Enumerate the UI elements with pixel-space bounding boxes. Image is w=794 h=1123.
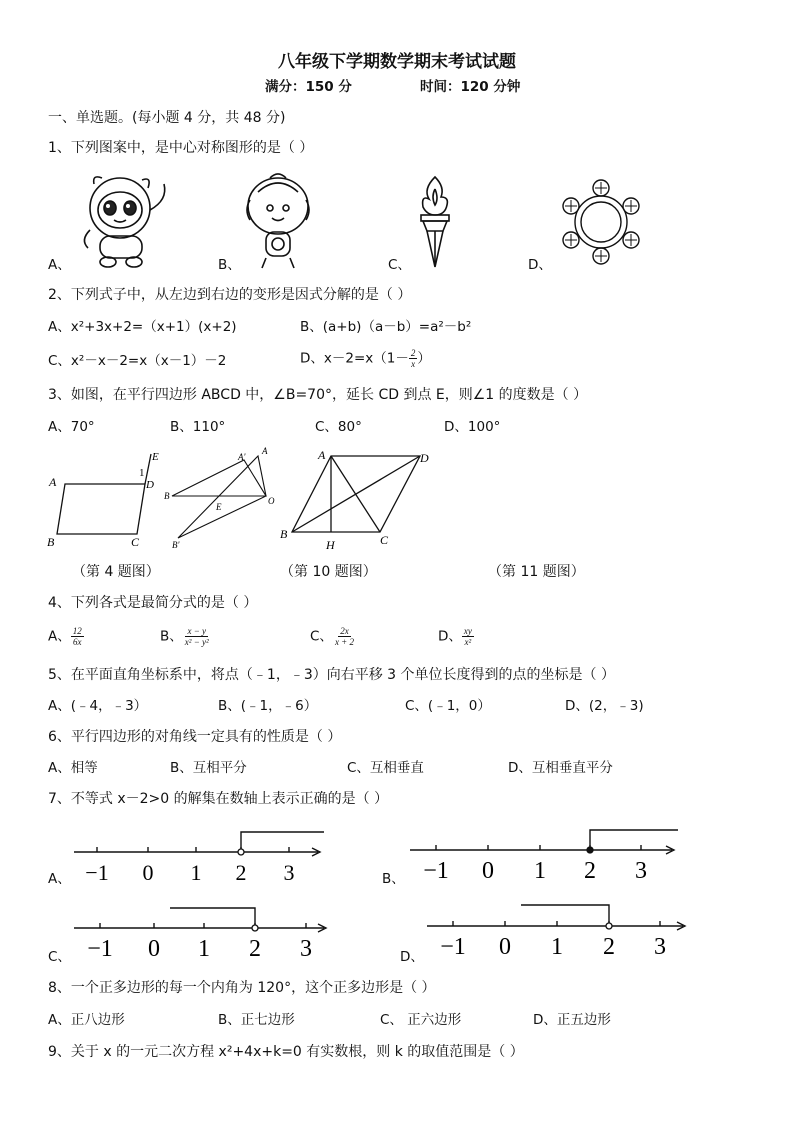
q7-numberline-d bbox=[425, 902, 695, 962]
page-title: 八年级下学期数学期末考试试题 bbox=[278, 52, 516, 72]
q4-b-denominator: x² − y² bbox=[184, 637, 209, 647]
q3-option-b[interactable]: B、110° bbox=[170, 419, 226, 435]
q5-option-b[interactable]: B、(﹣1，﹣6） bbox=[218, 698, 318, 714]
figure-10-caption: （第 10 题图） bbox=[280, 564, 377, 580]
q2-option-a[interactable]: A、x²+3x+2=（x+1）(x+2) bbox=[48, 319, 237, 335]
fig4-label-d: D bbox=[146, 479, 154, 491]
figure-10-rotation bbox=[162, 442, 282, 552]
q7-option-b[interactable]: B、 bbox=[382, 871, 405, 887]
q7a-tick-2: 2 bbox=[235, 860, 247, 885]
q4-option-d[interactable] bbox=[438, 626, 474, 647]
q5-option-a[interactable]: A、(﹣4，﹣3） bbox=[48, 698, 148, 714]
figure-11-rhombus bbox=[280, 446, 440, 556]
mascot-lantern-icon bbox=[240, 170, 320, 270]
fig10-label-b-prime: B' bbox=[172, 540, 180, 550]
q4-c-denominator: x + 2 bbox=[334, 637, 355, 647]
q7-numberline-c bbox=[72, 904, 337, 964]
q3-option-d[interactable]: D、100° bbox=[444, 419, 501, 435]
q6-option-a[interactable]: A、相等 bbox=[48, 760, 98, 776]
q3-option-a[interactable]: A、70° bbox=[48, 419, 95, 435]
q7c-tick-neg1: −1 bbox=[87, 936, 113, 962]
q4-c-label: C、 bbox=[310, 628, 333, 645]
q3-option-c[interactable]: C、80° bbox=[315, 419, 362, 435]
q4-option-c[interactable] bbox=[310, 626, 356, 647]
snowflake-ring-icon bbox=[555, 178, 647, 266]
q7-numberline-a bbox=[72, 826, 327, 886]
question-7: 7、不等式 x－2>0 的解集在数轴上表示正确的是（ ） bbox=[48, 791, 389, 807]
q7-numberline-b bbox=[408, 826, 683, 886]
q4-d-label: D、 bbox=[438, 628, 462, 645]
q4-c-fraction bbox=[333, 626, 356, 647]
q4-a-denominator: 6x bbox=[73, 637, 82, 647]
figure-4-caption: （第 4 题图） bbox=[72, 564, 160, 580]
figure-11-caption: （第 11 题图） bbox=[488, 564, 585, 580]
mascot-panda-icon bbox=[72, 170, 182, 270]
q7b-tick-3: 3 bbox=[635, 858, 647, 884]
fig11-label-a: A bbox=[318, 448, 326, 462]
full-score: 满分：150 分 bbox=[265, 79, 352, 95]
fig11-label-b: B bbox=[280, 527, 288, 541]
q7d-tick-0: 0 bbox=[499, 934, 511, 960]
q8-option-a[interactable]: A、正八边形 bbox=[48, 1012, 125, 1028]
q6-option-d[interactable]: D、互相垂直平分 bbox=[508, 760, 613, 776]
q1-option-d[interactable]: D、 bbox=[528, 257, 552, 273]
fig10-label-a-prime: A' bbox=[238, 452, 246, 462]
fig4-label-e: E bbox=[152, 451, 159, 463]
q5-option-c[interactable]: C、(﹣1，0） bbox=[405, 698, 491, 714]
q7-option-d[interactable]: D、 bbox=[400, 949, 424, 965]
q7d-tick-1: 1 bbox=[551, 934, 563, 960]
q7c-tick-2: 2 bbox=[249, 936, 261, 962]
q7a-tick-1: 1 bbox=[190, 860, 202, 885]
q7-option-c[interactable]: C、 bbox=[48, 949, 71, 965]
q7b-tick-neg1: −1 bbox=[423, 858, 449, 884]
fig4-label-b: B bbox=[47, 535, 55, 549]
q4-b-label: B、 bbox=[160, 628, 183, 645]
q7c-tick-3: 3 bbox=[300, 936, 312, 962]
fig11-label-c: C bbox=[380, 533, 389, 547]
fig4-label-1: 1 bbox=[139, 467, 145, 479]
q2-option-b[interactable]: B、(a+b)（a－b）=a²－b² bbox=[300, 319, 472, 335]
question-6: 6、平行四边形的对角线一定具有的性质是（ ） bbox=[48, 729, 342, 745]
figure-4-parallelogram bbox=[45, 448, 165, 553]
fig10-label-a: A bbox=[262, 446, 268, 456]
question-1: 1、下列图案中，是中心对称图形的是（ ） bbox=[48, 140, 314, 156]
torch-icon bbox=[415, 175, 455, 270]
q4-option-b[interactable] bbox=[160, 626, 211, 647]
section-heading: 一、单选题。(每小题 4 分，共 48 分) bbox=[48, 110, 286, 126]
q4-a-numerator: 12 bbox=[72, 626, 82, 636]
q2-d-denominator: x bbox=[411, 359, 416, 369]
q8-option-d[interactable]: D、正五边形 bbox=[533, 1012, 611, 1028]
q5-option-d[interactable]: D、(2，﹣3) bbox=[565, 698, 644, 714]
q7d-tick-neg1: −1 bbox=[440, 934, 466, 960]
question-3: 3、如图，在平行四边形 ABCD 中，∠B=70°，延长 CD 到点 E，则∠1 的度数是（ ） bbox=[48, 387, 588, 403]
question-8: 8、一个正多边形的每一个内角为 120°，这个正多边形是（ ） bbox=[48, 980, 436, 996]
q4-a-label: A、 bbox=[48, 628, 71, 645]
question-2: 2、下列式子中，从左边到右边的变形是因式分解的是（ ） bbox=[48, 287, 412, 303]
q1-option-c[interactable]: C、 bbox=[388, 257, 411, 273]
fig10-label-o: O bbox=[268, 496, 275, 506]
question-5: 5、在平面直角坐标系中，将点（﹣1，﹣3）向右平移 3 个单位长度得到的点的坐标是（ ） bbox=[48, 667, 615, 683]
q6-option-b[interactable]: B、互相平分 bbox=[170, 760, 247, 776]
fig4-label-a: A bbox=[49, 475, 57, 489]
fig11-label-d: D bbox=[420, 451, 429, 465]
q1-option-a[interactable]: A、 bbox=[48, 257, 71, 273]
q4-d-fraction bbox=[462, 626, 474, 647]
q2-d-numerator: 2 bbox=[410, 348, 416, 358]
q2-d-suffix: ） bbox=[417, 350, 431, 367]
fig10-label-e: E bbox=[216, 502, 222, 512]
q4-d-denominator: x² bbox=[464, 637, 472, 647]
q7d-tick-3: 3 bbox=[654, 934, 666, 960]
q7b-tick-2: 2 bbox=[584, 858, 596, 884]
q7-option-a[interactable]: A、 bbox=[48, 871, 71, 887]
q6-option-c[interactable]: C、互相垂直 bbox=[347, 760, 424, 776]
q4-d-numerator: xy bbox=[463, 626, 472, 636]
q2-option-d[interactable] bbox=[300, 348, 431, 369]
q2-option-c[interactable]: C、x²－x－2=x（x－1）－2 bbox=[48, 353, 227, 369]
q7d-tick-2: 2 bbox=[603, 934, 615, 960]
q7c-tick-1: 1 bbox=[198, 936, 210, 962]
q4-a-fraction bbox=[71, 626, 84, 647]
q7a-tick-neg1: −1 bbox=[85, 860, 109, 885]
fig4-label-c: C bbox=[131, 535, 140, 549]
q7a-tick-3: 3 bbox=[283, 860, 295, 885]
q2-d-prefix: D、x－2=x（1－ bbox=[300, 350, 409, 367]
q8-option-b[interactable]: B、正七边形 bbox=[218, 1012, 295, 1028]
q8-option-c[interactable]: C、 正六边形 bbox=[380, 1012, 462, 1028]
exam-time: 时间：120 分钟 bbox=[420, 79, 521, 95]
q7b-tick-0: 0 bbox=[482, 858, 494, 884]
q7c-tick-0: 0 bbox=[148, 936, 160, 962]
q7a-tick-0: 0 bbox=[142, 860, 154, 885]
q7b-tick-1: 1 bbox=[534, 858, 546, 884]
q4-b-fraction bbox=[183, 626, 211, 647]
q4-option-a[interactable] bbox=[48, 626, 84, 647]
q4-b-numerator: x − y bbox=[187, 626, 207, 636]
fig11-label-h: H bbox=[326, 538, 335, 552]
fig10-label-b: B bbox=[164, 491, 170, 501]
q4-c-numerator: 2x bbox=[340, 626, 349, 636]
q1-option-b[interactable]: B、 bbox=[218, 257, 241, 273]
question-4: 4、下列各式是最简分式的是（ ） bbox=[48, 595, 258, 611]
question-9: 9、关于 x 的一元二次方程 x²+4x+k=0 有实数根，则 k 的取值范围是（ ） bbox=[48, 1044, 524, 1060]
